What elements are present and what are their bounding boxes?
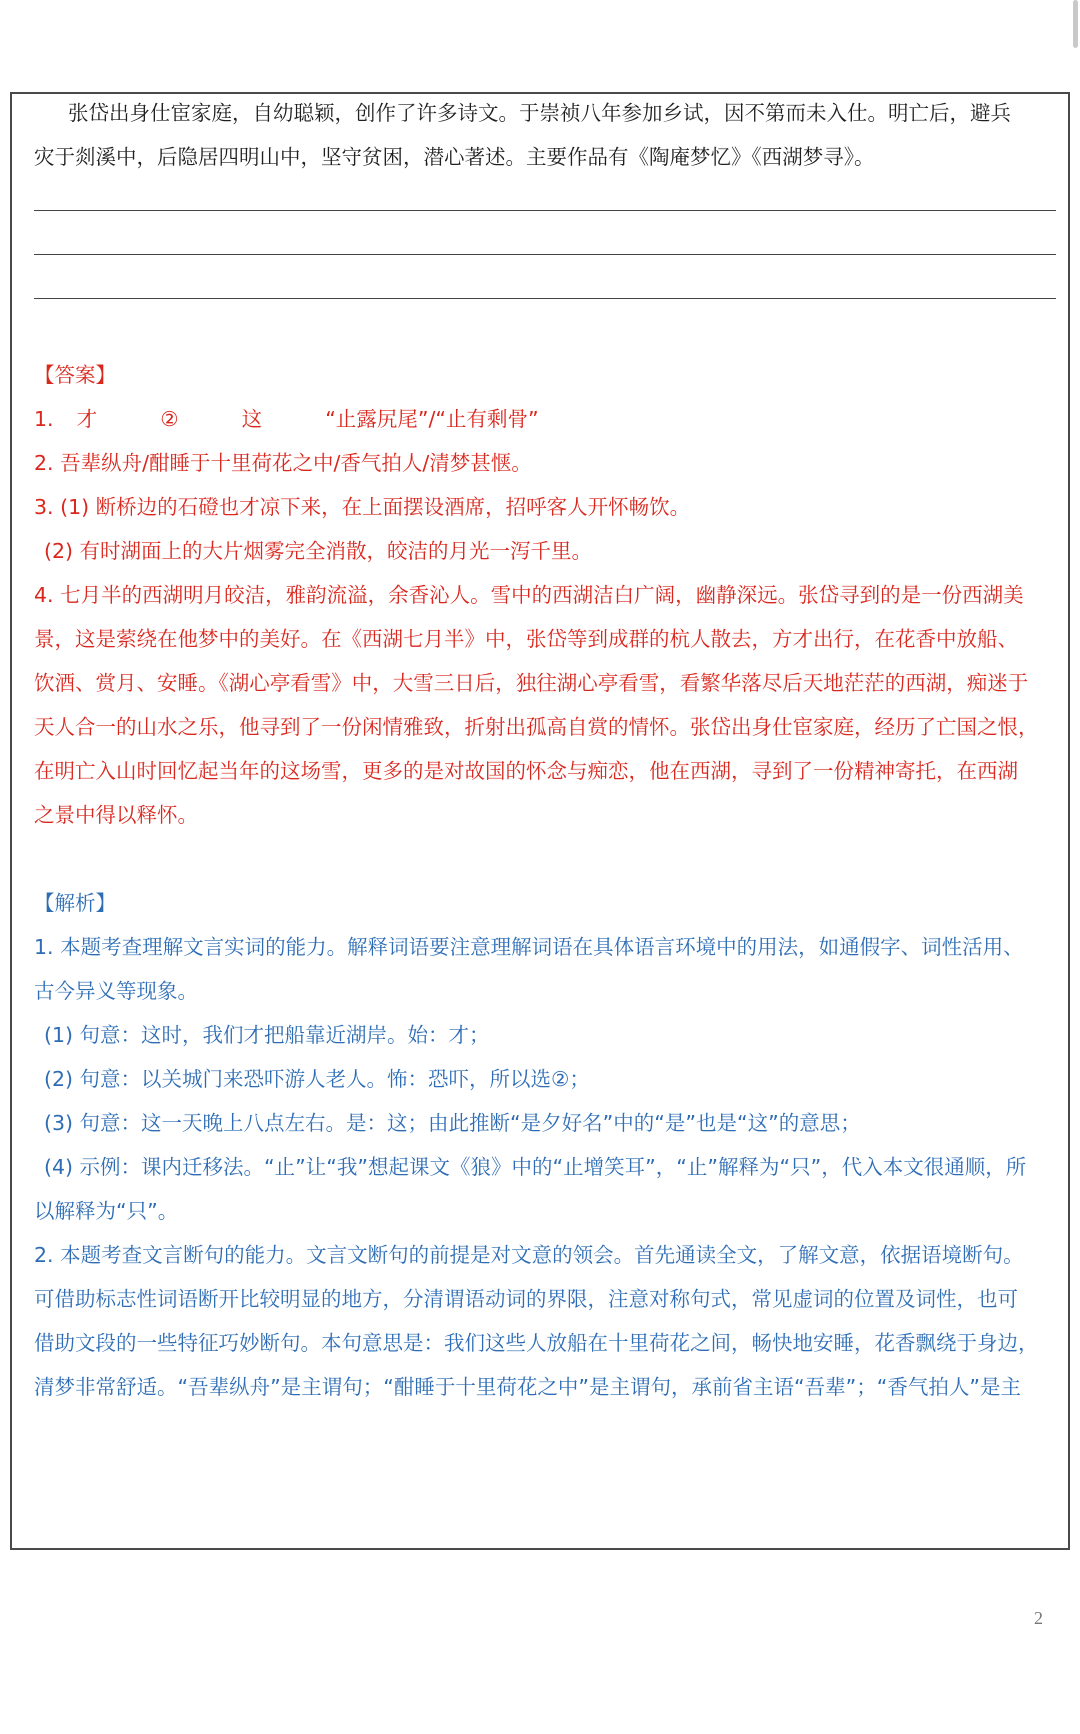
answer-q1-c: 这	[241, 407, 263, 431]
answer-q1	[34, 404, 539, 434]
answer-q1-d: “止露尻尾”/“止有剩骨”	[325, 407, 539, 431]
intro-line-2: 灾于剡溪中，后隐居四明山中，坚守贫困，潜心著述。主要作品有《陶庵梦忆》《西湖梦寻》。	[34, 145, 875, 169]
answer-q1-a: 才	[76, 407, 98, 431]
answer-q1-b: ②	[160, 407, 179, 431]
analysis-line-5: (3) 句意：这一天晚上八点左右。是：这；由此推断“是夕好名”中的“是”也是“这”的意思；	[44, 1111, 861, 1135]
answer-blank-line-1	[34, 210, 1056, 211]
answer-q4-line-6: 之景中得以释怀。	[34, 803, 198, 827]
analysis-line-8: 2. 本题考查文言断句的能力。文言文断句的前提是对文意的领会。首先通读全文，了解文意，依据语境断句。	[34, 1243, 1024, 1267]
analysis-line-1: 1. 本题考查理解文言实词的能力。解释词语要注意理解词语在具体语言环境中的用法，如通假字、词性活用、	[34, 935, 1024, 959]
answer-blank-line-3	[34, 298, 1056, 299]
answer-blank-line-2	[34, 254, 1056, 255]
answer-q3-2: (2) 有时湖面上的大片烟雾完全消散，皎洁的月光一泻千里。	[44, 539, 593, 563]
analysis-line-9: 可借助标志性词语断开比较明显的地方，分清谓语动词的界限，注意对称句式，常见虚词的位置及词性，也可	[34, 1287, 1018, 1311]
answer-q4-line-4: 天人合一的山水之乐，他寻到了一份闲情雅致，折射出孤高自赏的情怀。张岱出身仕宦家庭，经历了亡国之恨，	[34, 715, 1039, 739]
answer-q1-number: 1.	[34, 407, 54, 431]
analysis-line-11: 清梦非常舒适。“吾辈纵舟”是主谓句；“酣睡于十里荷花之中”是主谓句，承前省主语“吾辈”；“香气拍人”是主	[34, 1375, 1021, 1399]
answer-heading: 【答案】	[34, 363, 116, 387]
analysis-line-2: 古今异义等现象。	[34, 979, 198, 1003]
answer-q2: 2. 吾辈纵舟/酣睡于十里荷花之中/香气拍人/清梦甚惬。	[34, 451, 532, 475]
answer-q4-line-1: 4. 七月半的西湖明月皎洁，雅韵流溢，余香沁人。雪中的西湖洁白广阔，幽静深远。张岱寻到的是一份西湖美	[34, 583, 1024, 607]
intro-line-1: 张岱出身仕宦家庭，自幼聪颖，创作了许多诗文。于崇祯八年参加乡试，因不第而未入仕。明亡后，避兵	[68, 101, 1011, 125]
scrollbar[interactable]	[1073, 0, 1078, 48]
analysis-heading: 【解析】	[34, 891, 116, 915]
page-number: 2	[1034, 1608, 1043, 1628]
answer-q4-line-2: 景，这是萦绕在他梦中的美好。在《西湖七月半》中，张岱等到成群的杭人散去，方才出行，在花香中放船、	[34, 627, 1018, 651]
document-frame	[10, 92, 1070, 1550]
analysis-line-10: 借助文段的一些特征巧妙断句。本句意思是：我们这些人放船在十里荷花之间，畅快地安睡，花香飘绕于身边，	[34, 1331, 1039, 1355]
analysis-line-6: (4) 示例：课内迁移法。“止”让“我”想起课文《狼》中的“止增笑耳”，“止”解释为“只”，代入本文很通顺，所	[44, 1155, 1027, 1179]
answer-q4-line-5: 在明亡入山时回忆起当年的这场雪，更多的是对故国的怀念与痴恋，他在西湖，寻到了一份精神寄托，在西湖	[34, 759, 1018, 783]
answer-q4-line-3: 饮酒、赏月、安睡。《湖心亭看雪》中，大雪三日后，独往湖心亭看雪，看繁华落尽后天地茫茫的西湖，痴迷于	[34, 671, 1029, 695]
answer-q3-1: 3. (1) 断桥边的石磴也才凉下来，在上面摆设酒席，招呼客人开怀畅饮。	[34, 495, 691, 519]
analysis-line-4: (2) 句意：以关城门来恐吓游人老人。怖：恐吓，所以选②；	[44, 1067, 590, 1091]
analysis-line-3: (1) 句意：这时，我们才把船靠近湖岸。始：才；	[44, 1023, 490, 1047]
analysis-line-7: 以解释为“只”。	[34, 1199, 179, 1223]
